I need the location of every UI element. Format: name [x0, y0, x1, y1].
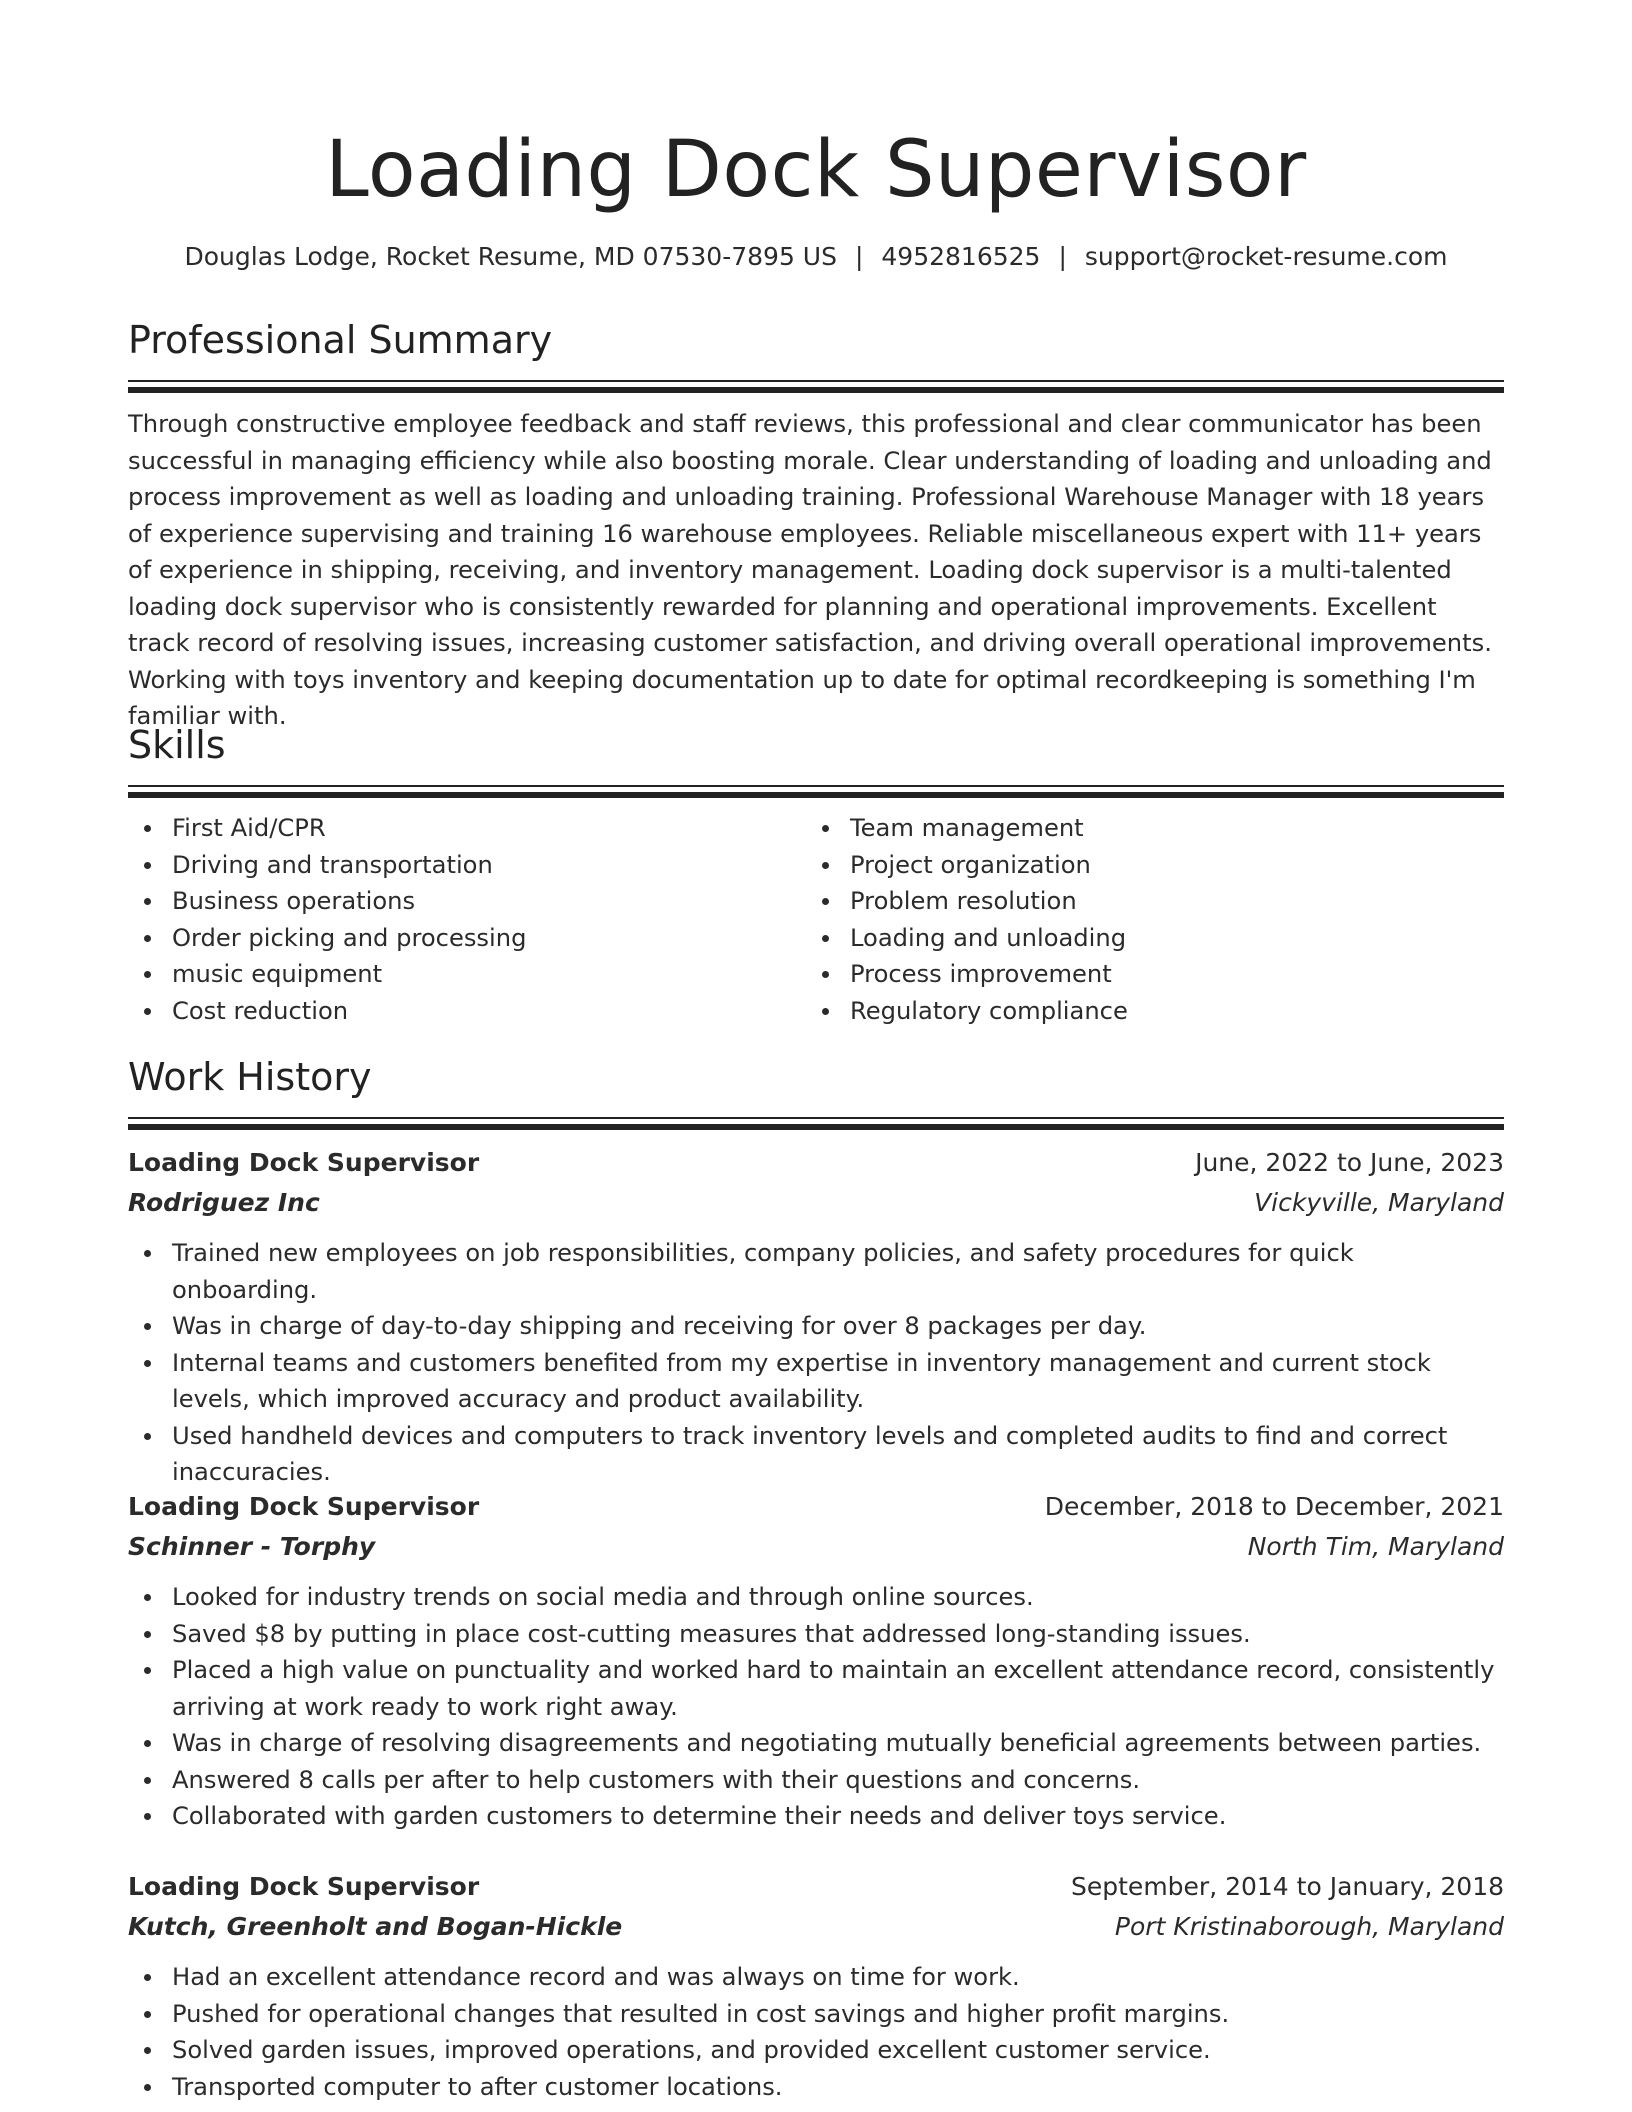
job-dates: September, 2014 to January, 2018 [1071, 1872, 1504, 1901]
job-bullets [128, 1959, 1504, 2105]
job-title: Loading Dock Supervisor [128, 1492, 480, 1521]
skill-item: Team management [806, 810, 1128, 847]
job-bullet: Looked for industry trends on social media and through online sources. [128, 1579, 1504, 1616]
job-bullet: Internal teams and customers benefited from my expertise in inventory management and current stock levels, which improved accuracy and product availability. [128, 1345, 1504, 1418]
job-bullets [128, 1579, 1504, 1835]
section-divider [128, 1124, 1504, 1130]
summary-section-header [128, 315, 1504, 393]
job-bullet: Pushed for operational changes that resulted in cost savings and higher profit margins. [128, 1996, 1504, 2033]
job-entry [128, 1487, 1504, 1835]
skills-column-right [806, 810, 1128, 1029]
skill-item: Regulatory compliance [806, 993, 1128, 1030]
contact-separator: | [1058, 242, 1067, 271]
job-title: Loading Dock Supervisor [128, 1148, 480, 1177]
section-divider [128, 1117, 1504, 1119]
skills-section-header [128, 720, 1504, 798]
job-location: Port Kristinaborough, Maryland [1114, 1912, 1504, 1941]
contact-line [128, 237, 1504, 277]
job-bullets [128, 1235, 1504, 1491]
job-bullet: Trained new employees on job responsibilities, company policies, and safety procedures for quick onboarding. [128, 1235, 1504, 1308]
work-heading: Work History [128, 1055, 372, 1099]
job-entry [128, 1867, 1504, 2105]
skill-item: Problem resolution [806, 883, 1128, 920]
contact-email[interactable]: support@rocket-resume.com [1084, 242, 1448, 271]
job-company: Rodriguez Inc [128, 1188, 320, 1217]
job-bullet: Used handheld devices and computers to track inventory levels and completed audits to find and correct inaccuracies. [128, 1418, 1504, 1491]
summary-text: Through constructive employee feedback and staff reviews, this professional and clear communicator has been successful in managing efficiency while also boosting morale. Clear understanding of loading and unloading and process improvement as well as loading and unloading training. Professional Warehouse Manager with 18 years of experience supervising and training 16 warehouse employees. Reliable miscellaneous expert with 11+ years of experience in shipping, receiving, and inventory management. Loading dock supervisor is a multi-talented loading dock supervisor who is consistently rewarded for planning and operational improvements. Excellent track record of resolving issues, increasing customer satisfaction, and driving overall operational improvements. Working with toys inventory and keeping documentation up to date for optimal recordkeeping is something I'm familiar with. [128, 410, 1492, 730]
job-bullet: Was in charge of day-to-day shipping and receiving for over 8 packages per day. [128, 1308, 1504, 1345]
section-divider [128, 785, 1504, 787]
skill-item: Loading and unloading [806, 920, 1128, 957]
skill-item: music equipment [128, 956, 526, 993]
skill-item: Business operations [128, 883, 526, 920]
skills-heading: Skills [128, 723, 226, 767]
job-location: Vickyville, Maryland [1254, 1188, 1504, 1217]
section-divider [128, 792, 1504, 798]
contact-phone: 4952816525 [881, 242, 1041, 271]
contact-separator: | [854, 242, 864, 271]
job-bullet: Was in charge of resolving disagreements and negotiating mutually beneficial agreements between parties. [128, 1725, 1504, 1762]
job-dates: June, 2022 to June, 2023 [1195, 1148, 1504, 1177]
job-title: Loading Dock Supervisor [128, 1872, 480, 1901]
skill-item: First Aid/CPR [128, 810, 526, 847]
job-entry [128, 1143, 1504, 1491]
resume-title: Loading Dock Supervisor [325, 125, 1307, 215]
job-location: North Tim, Maryland [1247, 1532, 1504, 1561]
job-bullet: Placed a high value on punctuality and worked hard to maintain an excellent attendance record, consistently arriving at work ready to work right away. [128, 1652, 1504, 1725]
job-bullet: Collaborated with garden customers to determine their needs and deliver toys service. [128, 1798, 1504, 1835]
job-company: Schinner - Torphy [128, 1532, 376, 1561]
skill-item: Cost reduction [128, 993, 526, 1030]
skill-item: Project organization [806, 847, 1128, 884]
skill-item: Driving and transportation [128, 847, 526, 884]
job-bullet: Had an excellent attendance record and was always on time for work. [128, 1959, 1504, 1996]
job-bullet: Saved $8 by putting in place cost-cutting measures that addressed long-standing issues. [128, 1616, 1504, 1653]
skill-item: Order picking and processing [128, 920, 526, 957]
job-dates: December, 2018 to December, 2021 [1044, 1492, 1504, 1521]
job-bullet: Answered 8 calls per after to help customers with their questions and concerns. [128, 1762, 1504, 1799]
section-divider [128, 380, 1504, 382]
job-bullet: Transported computer to after customer locations. [128, 2069, 1504, 2106]
contact-address: Douglas Lodge, Rocket Resume, MD 07530-7895 US [184, 242, 837, 271]
summary-heading: Professional Summary [128, 318, 553, 362]
job-company: Kutch, Greenholt and Bogan-Hickle [128, 1912, 623, 1941]
job-bullet: Solved garden issues, improved operations, and provided excellent customer service. [128, 2032, 1504, 2069]
section-divider [128, 387, 1504, 393]
work-section-header [128, 1052, 1504, 1130]
skill-item: Process improvement [806, 956, 1128, 993]
skills-column-left [128, 810, 526, 1029]
